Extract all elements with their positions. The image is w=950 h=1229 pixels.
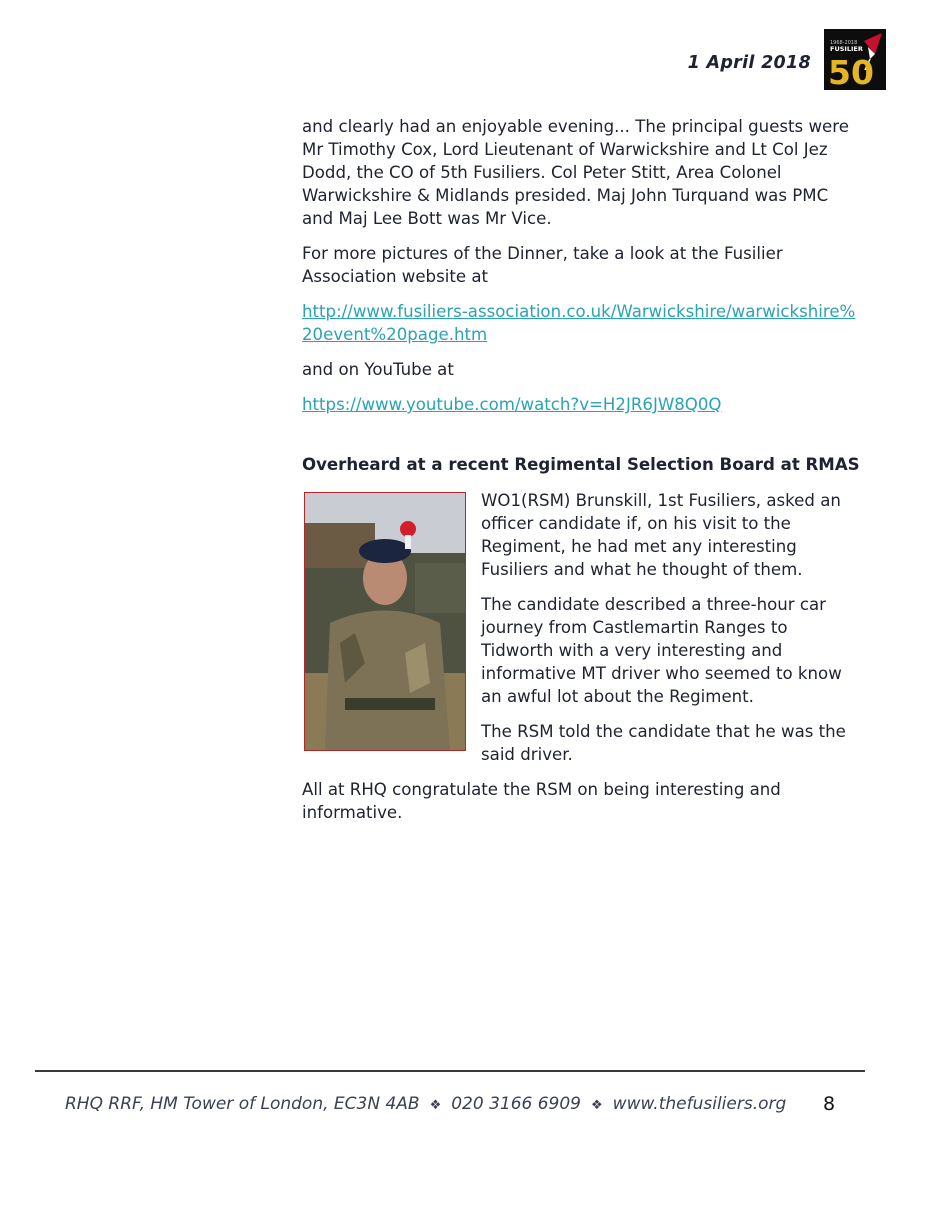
logo-years: 1968-2018 [830,40,858,46]
paragraph-guests: and clearly had an enjoyable evening... The principal guests were Mr Timothy Cox, Lord Lieutenant of Warwickshire and Lt Col Jez Dodd, the CO of 5th Fusiliers. Col Peter Stitt, Area Colonel Warwickshire & Midlands presided. Maj John Turquand was PMC and Maj Lee Bott was Mr Vice. [302,117,849,228]
footer-website: www.thefusiliers.org [612,1094,787,1114]
feature-block [302,489,862,766]
diamond-separator-icon: ❖ [429,1098,442,1113]
closing-paragraph: All at RHQ congratulate the RSM on being interesting and informative. [302,780,781,822]
feature-text [481,489,862,766]
article-body [302,115,862,836]
rsm-photo [304,492,466,751]
feature-paragraph-2: The candidate described a three-hour car journey from Castlemartin Ranges to Tidworth with a very interesting and informative MT driver who seemed to know an awful lot about the Regiment. [481,595,842,706]
page-number: 8 [823,1093,836,1115]
issue-date: 1 April 2018 [687,53,811,73]
feature-paragraph-1: WO1(RSM) Brunskill, 1st Fusiliers, asked an officer candidate if, on his visit to the Regiment, he had met any interesting Fusiliers and what he thought of them. [481,491,841,579]
youtube-link[interactable]: https://www.youtube.com/watch?v=H2JR6JW8Q0Q [302,395,722,414]
fusiliers-association-link[interactable]: http://www.fusiliers-association.co.uk/Warwickshire/warwickshire%20event%20page.htm [302,302,856,344]
logo-number: 50 [828,53,874,90]
feature-paragraph-3: The RSM told the candidate that he was the said driver. [481,722,846,764]
logo-word: FUSILIER [830,45,863,53]
footer-divider [35,1070,865,1072]
footer-phone: 020 3166 6909 [451,1094,582,1114]
fusilier-50-logo [824,29,886,90]
section-heading: Overheard at a recent Regimental Selection Board at RMAS [302,455,860,474]
paragraph-more-pictures: For more pictures of the Dinner, take a look at the Fusilier Association website at [302,244,783,286]
paragraph-youtube: and on YouTube at [302,360,454,379]
footer-address: RHQ RRF, HM Tower of London, EC3N 4AB [65,1094,420,1114]
diamond-separator-icon: ❖ [591,1098,603,1113]
footer [65,1094,786,1114]
